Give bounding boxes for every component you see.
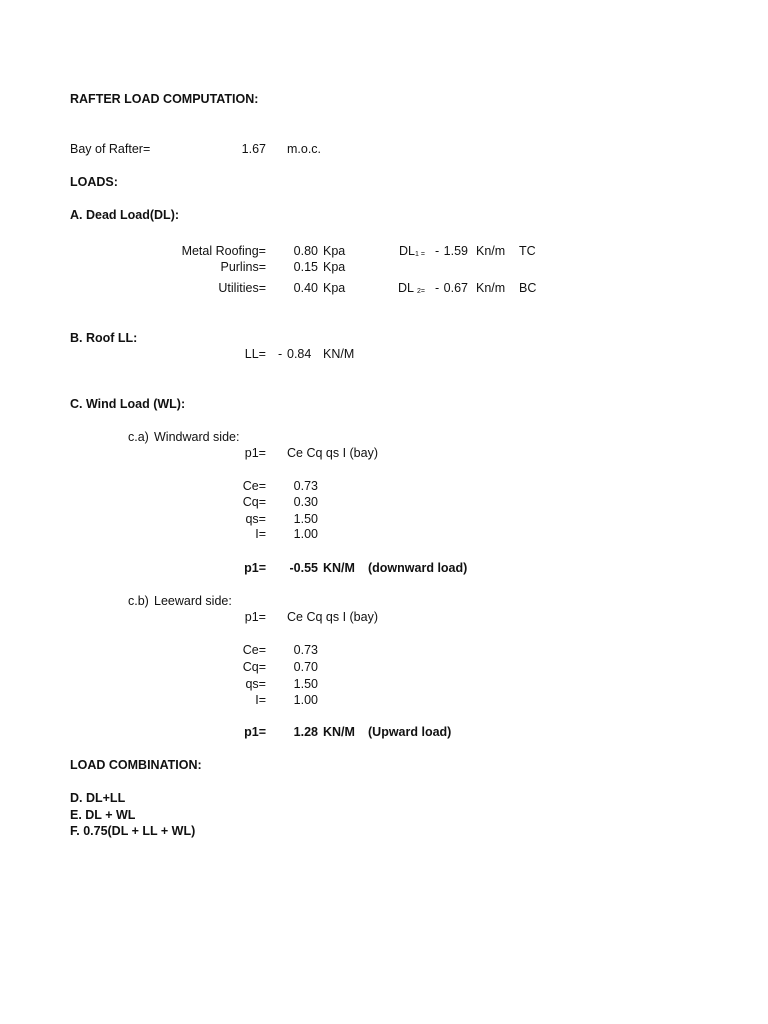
windward-title: Windward side: <box>154 430 240 444</box>
load-combination-heading: LOAD COMBINATION: <box>70 758 202 772</box>
windward-cq-value: 0.30 <box>293 495 318 509</box>
metal-roofing-unit: Kpa <box>323 244 346 258</box>
ll-sign: - <box>278 347 283 361</box>
leeward-prefix: c.b) <box>128 594 149 608</box>
windward-result-note: (downward load) <box>368 561 468 575</box>
load-combination-item: D. DL+LL <box>70 791 126 805</box>
windward-qs-value: 1.50 <box>293 512 318 526</box>
windward-qs-label: qs= <box>245 512 266 526</box>
bay-label: Bay of Rafter= <box>70 142 151 156</box>
dl2-sign: - <box>435 281 440 295</box>
ll-label: LL= <box>244 347 266 361</box>
leeward-qs-label: qs= <box>245 677 266 691</box>
windward-i-label: I= <box>255 527 266 541</box>
dl2-value: 0.67 <box>443 281 468 295</box>
roof-ll-heading: B. Roof LL: <box>70 331 138 345</box>
dl2-tag: BC <box>519 281 537 295</box>
leeward-formula-label: p1= <box>244 610 266 624</box>
leeward-result-label: p1= <box>244 725 266 739</box>
dl1-label: DL1 = <box>399 244 425 258</box>
windward-prefix: c.a) <box>128 430 149 444</box>
leeward-ce-value: 0.73 <box>293 643 318 657</box>
leeward-ce-label: Ce= <box>242 643 266 657</box>
windward-result-value: -0.55 <box>289 561 318 575</box>
wind-load-heading: C. Wind Load (WL): <box>70 397 186 411</box>
windward-result-label: p1= <box>244 561 266 575</box>
leeward-title: Leeward side: <box>154 594 232 608</box>
dl1-value: 1.59 <box>443 244 468 258</box>
utilities-value: 0.40 <box>293 281 318 295</box>
ll-value: 0.84 <box>287 347 312 361</box>
dl1-sign: - <box>435 244 440 258</box>
load-combination-item: E. DL + WL <box>70 808 136 822</box>
windward-formula-label: p1= <box>244 446 266 460</box>
windward-i-value: 1.00 <box>293 527 318 541</box>
windward-result-unit: KN/M <box>323 561 355 575</box>
page-title: RAFTER LOAD COMPUTATION: <box>70 92 259 106</box>
purlins-value: 0.15 <box>293 260 318 274</box>
leeward-cq-label: Cq= <box>242 660 266 674</box>
load-combination-item: F. 0.75(DL + LL + WL) <box>70 824 196 838</box>
leeward-i-value: 1.00 <box>293 693 318 707</box>
leeward-result-note: (Upward load) <box>368 725 452 739</box>
bay-unit: m.o.c. <box>287 142 322 156</box>
loads-heading: LOADS: <box>70 175 118 189</box>
bay-value: 1.67 <box>241 142 266 156</box>
purlins-unit: Kpa <box>323 260 346 274</box>
dl2-label: DL 2= <box>398 281 425 295</box>
ll-unit: KN/M <box>323 347 355 361</box>
windward-cq-label: Cq= <box>242 495 266 509</box>
leeward-result-value: 1.28 <box>293 725 318 739</box>
leeward-i-label: I= <box>255 693 266 707</box>
purlins-label: Purlins= <box>220 260 266 274</box>
windward-ce-label: Ce= <box>242 479 266 493</box>
leeward-result-unit: KN/M <box>323 725 355 739</box>
dead-load-heading: A. Dead Load(DL): <box>70 208 180 222</box>
dl2-unit: Kn/m <box>476 281 506 295</box>
leeward-formula: Ce Cq qs I (bay) <box>287 610 379 624</box>
windward-formula: Ce Cq qs I (bay) <box>287 446 379 460</box>
dl1-tag: TC <box>519 244 536 258</box>
metal-roofing-label: Metal Roofing= <box>181 244 266 258</box>
windward-ce-value: 0.73 <box>293 479 318 493</box>
metal-roofing-value: 0.80 <box>293 244 318 258</box>
leeward-cq-value: 0.70 <box>293 660 318 674</box>
utilities-label: Utilities= <box>218 281 266 295</box>
leeward-qs-value: 1.50 <box>293 677 318 691</box>
utilities-unit: Kpa <box>323 281 346 295</box>
dl1-unit: Kn/m <box>476 244 506 258</box>
